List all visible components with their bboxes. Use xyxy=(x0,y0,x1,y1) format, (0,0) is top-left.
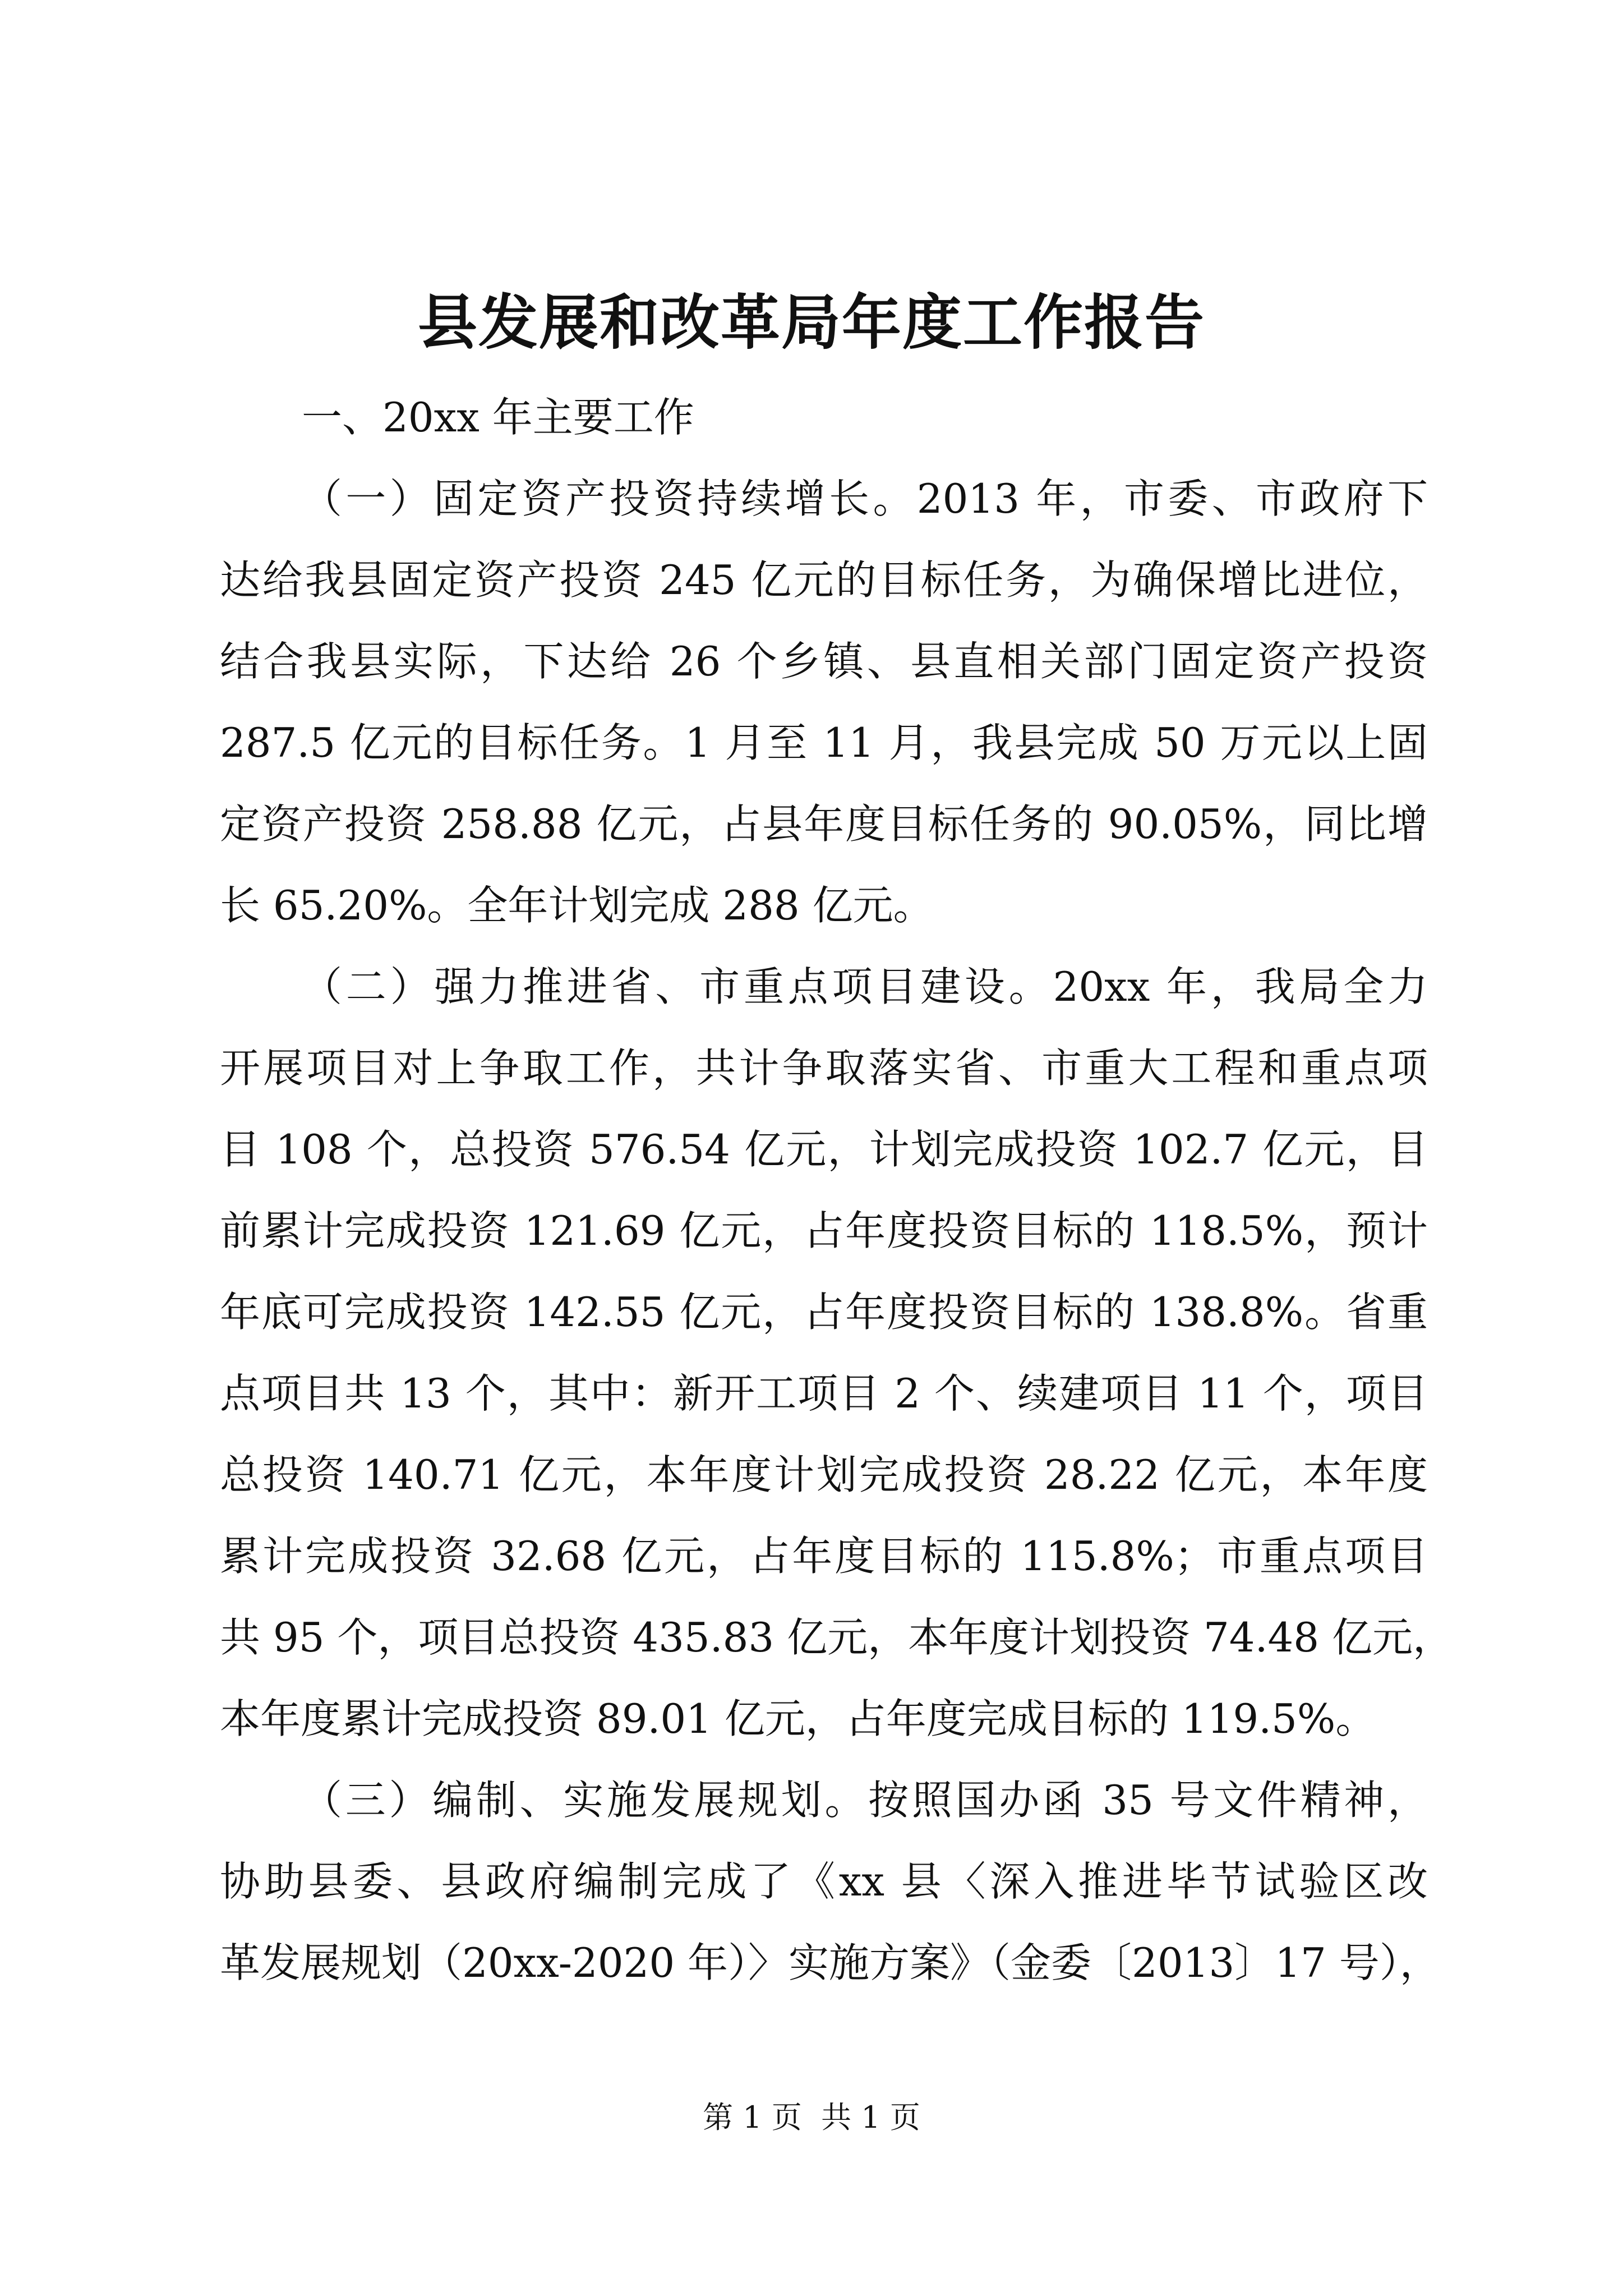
paragraph-line: 共 95 个，项目总投资 435.83 亿元，本年度计划投资 74.48 亿元， xyxy=(220,1614,1453,1661)
paragraph-line: 结合我县实际，下达给 26 个乡镇、县直相关部门固定资产投资 xyxy=(220,638,1428,685)
paragraph-line: 开展项目对上争取工作，共计争取落实省、市重大工程和重点项 xyxy=(220,1045,1428,1092)
paragraph-line: 定资产投资 258.88 亿元，占县年度目标任务的 90.05%，同比增 xyxy=(220,800,1428,848)
paragraph-line: （一）固定资产投资持续增长。2013 年，市委、市政府下 xyxy=(302,475,1428,522)
paragraph-line: 长 65.20%。全年计划完成 288 亿元。 xyxy=(220,882,934,929)
page-title: 县发展和改革局年度工作报告 xyxy=(418,287,1205,357)
paragraph-line: 本年度累计完成投资 89.01 亿元，占年度完成目标的 119.5%。 xyxy=(220,1695,1376,1742)
paragraph-1 xyxy=(220,458,1428,946)
paragraph-line: 达给我县固定资产投资 245 亿元的目标任务，为确保增比进位， xyxy=(220,556,1428,604)
paragraph-line: 点项目共 13 个，其中：新开工项目 2 个、续建项目 11 个，项目 xyxy=(220,1370,1428,1417)
document-body xyxy=(220,377,1453,2004)
paragraph-line: 前累计完成投资 121.69 亿元，占年度投资目标的 118.5%，预计 xyxy=(220,1207,1428,1254)
paragraph-line: 287.5 亿元的目标任务。1 月至 11 月，我县完成 50 万元以上固 xyxy=(220,719,1428,766)
paragraph-line: 目 108 个，总投资 576.54 亿元，计划完成投资 102.7 亿元，目 xyxy=(220,1126,1428,1173)
paragraph-line: 年底可完成投资 142.55 亿元，占年度投资目标的 138.8%。省重 xyxy=(220,1289,1428,1336)
paragraph-line: 协助县委、县政府编制完成了《xx 县〈深入推进毕节试验区改 xyxy=(220,1858,1428,1905)
paragraph-2 xyxy=(220,946,1453,1760)
paragraph-line: 革发展规划（20xx-2020 年）〉实施方案》（金委〔2013〕17 号）， xyxy=(220,1939,1440,1986)
paragraph-line: （二）强力推进省、市重点项目建设。20xx 年，我局全力 xyxy=(302,963,1428,1010)
page-footer: 第 1 页 共 1 页 xyxy=(703,2100,920,2135)
paragraph-line: 总投资 140.71 亿元，本年度计划完成投资 28.22 亿元，本年度 xyxy=(220,1451,1428,1498)
paragraph-line: 累计完成投资 32.68 亿元，占年度目标的 115.8%；市重点项目 xyxy=(220,1533,1428,1580)
section-heading: 一、20xx 年主要工作 xyxy=(302,394,694,441)
paragraph-line: （三）编制、实施发展规划。按照国办函 35 号文件精神， xyxy=(302,1777,1428,1824)
paragraph-3 xyxy=(220,1760,1440,2004)
